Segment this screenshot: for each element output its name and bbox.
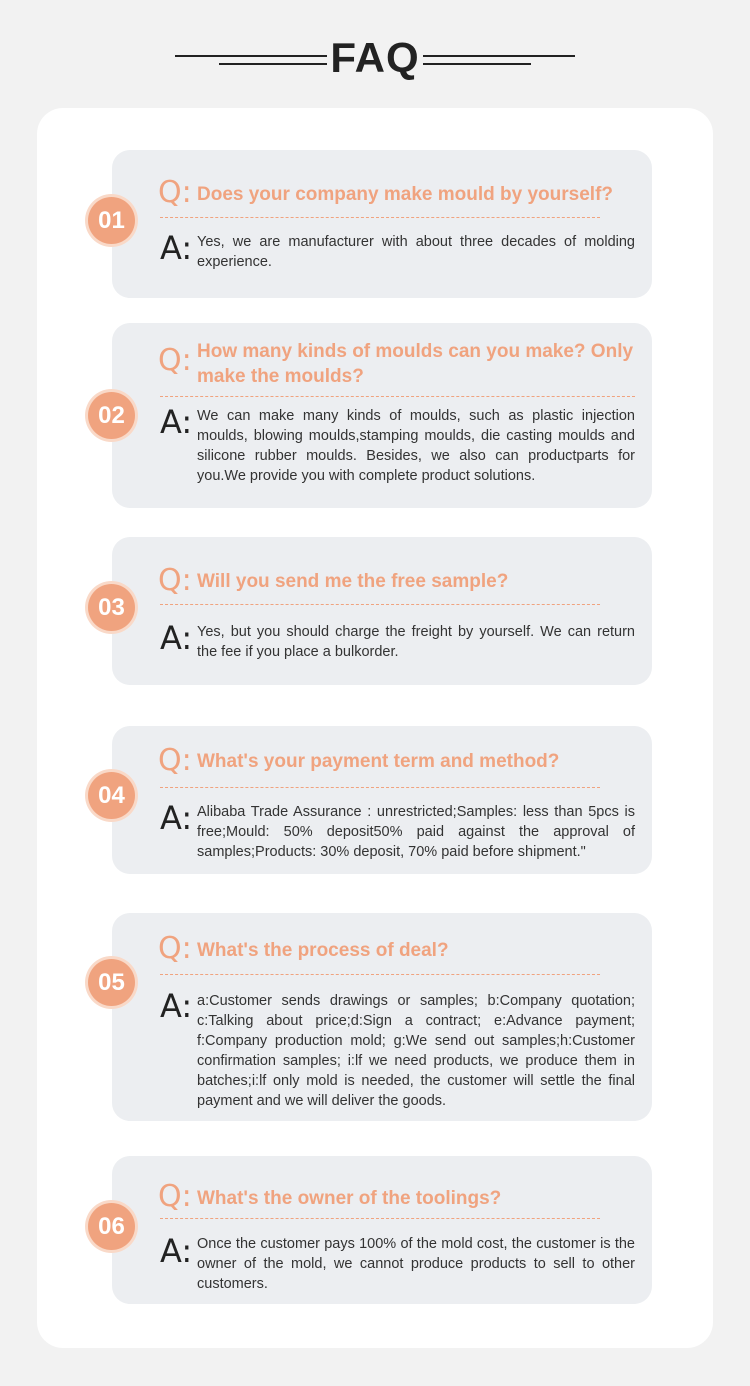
header-line-right-top — [423, 55, 575, 57]
header-line-right-bottom — [423, 63, 531, 65]
question-mark-label: Q: — [158, 175, 192, 210]
question-text: Will you send me the free sample? — [197, 571, 509, 592]
answer-text: Yes, but you should charge the freight by yourself. We can return the fee if you place a bulkorder. — [197, 624, 635, 660]
dashed-divider — [160, 396, 635, 397]
answer-mark-label: A: — [160, 619, 193, 657]
question-mark-label: Q: — [158, 743, 192, 778]
faq-number-badge: 06 — [88, 1203, 135, 1250]
answer-text: a:Customer sends drawings or samples; b:Company quotation; c:Talking about price;d:Sign a contract; e:Advance payment; f:Company production mold; g:We send out samples;h:Customer confirmation samples; i:lf we need products, we produce them in batches;i:lf only mold is needed, the customer will settle the final payment and we will deliver the goods. — [197, 993, 635, 1109]
answer-text: Once the customer pays 100% of the mold cost, the customer is the owner of the mold, we cannot produce products to sell to other customers. — [197, 1236, 635, 1292]
answer-text: Alibaba Trade Assurance : unrestricted;Samples: less than 5pcs is free;Mould: 50% deposit50% paid against the approval of samples;Products: 30% deposit, 70% paid before shipment." — [197, 804, 635, 860]
dashed-divider — [160, 974, 600, 975]
dashed-divider — [160, 217, 600, 218]
dashed-divider — [160, 1218, 600, 1219]
question-text: How many kinds of moulds can you make? Only make the moulds? — [197, 341, 634, 387]
faq-header — [0, 30, 750, 90]
page-title: FAQ — [330, 34, 420, 81]
question-text: What's the owner of the toolings? — [197, 1188, 502, 1209]
faq-number-badge: 04 — [88, 772, 135, 819]
faq-number-badge: 02 — [88, 392, 135, 439]
answer-text: Yes, we are manufacturer with about three decades of molding experience. — [197, 234, 635, 270]
dashed-divider — [160, 787, 600, 788]
answer-text: We can make many kinds of moulds, such as plastic injection moulds, blowing moulds,stamping moulds, die casting moulds and silicone rubber moulds. Besides, we also can productparts for you.We provide you with complete product solutions. — [197, 408, 635, 484]
faq-number-badge: 01 — [88, 197, 135, 244]
answer-mark-label: A: — [160, 229, 193, 267]
question-text: What's the process of deal? — [197, 940, 449, 961]
dashed-divider — [160, 604, 600, 605]
question-mark-label: Q: — [158, 931, 192, 966]
faq-item-box — [112, 537, 652, 685]
question-text: Does your company make mould by yourself? — [197, 184, 613, 205]
question-mark-label: Q: — [158, 343, 192, 378]
answer-mark-label: A: — [160, 1232, 193, 1270]
answer-mark-label: A: — [160, 403, 193, 441]
answer-mark-label: A: — [160, 799, 193, 837]
question-mark-label: Q: — [158, 563, 192, 598]
faq-number-badge: 03 — [88, 584, 135, 631]
answer-mark-label: A: — [160, 987, 193, 1025]
question-text: What's your payment term and method? — [197, 751, 560, 772]
faq-item-box — [112, 150, 652, 298]
faq-number-badge: 05 — [88, 959, 135, 1006]
question-mark-label: Q: — [158, 1179, 192, 1214]
